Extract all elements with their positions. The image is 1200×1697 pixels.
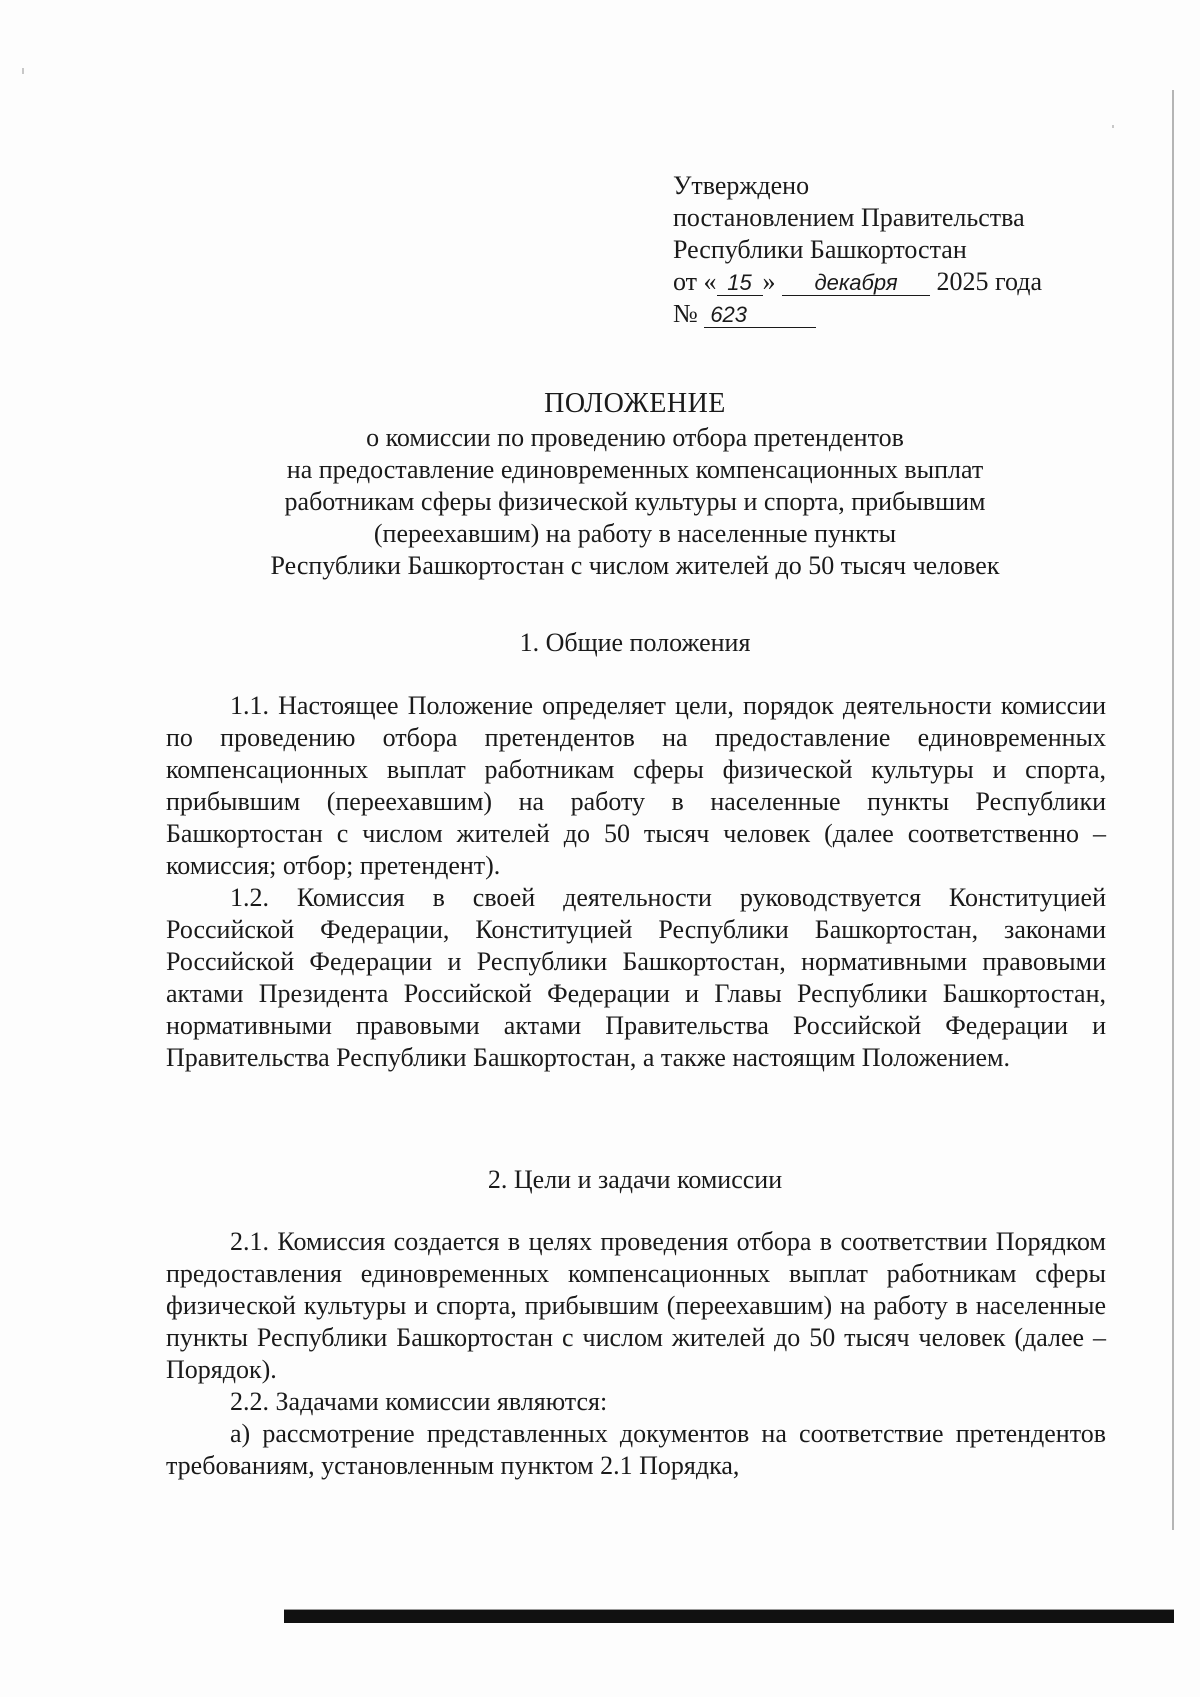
approval-block <box>673 170 1093 330</box>
date-mid: » <box>762 267 776 296</box>
scan-speck <box>22 68 24 74</box>
document-type: ПОЛОЖЕНИЕ <box>544 388 726 419</box>
document-heading <box>160 388 1110 582</box>
approval-number-line <box>673 298 1093 330</box>
section-title: 2. Цели и задачи комиссии <box>487 1165 783 1194</box>
approval-date-line <box>673 266 1093 298</box>
section-title: 1. Общие положения <box>519 628 751 657</box>
heading-line: работникам сферы физической культуры и спорта, прибывшим <box>284 487 986 516</box>
paragraph: а) рассмотрение представленных документов на соответствие претендентов требованиям, установленным пунктом 2.1 Порядка, <box>166 1419 1106 1480</box>
section-body <box>166 690 1106 1074</box>
heading-line: о комиссии по проведению отбора претендентов <box>366 423 904 452</box>
date-month: декабря <box>782 271 930 296</box>
approval-line: Утверждено <box>673 171 810 200</box>
heading-line: (переехавшим) на работу в населенные пункты <box>373 519 897 548</box>
paragraph: 2.2. Задачами комиссии являются: <box>230 1387 608 1416</box>
scan-bottom-bar <box>284 1610 1174 1623</box>
heading-line: Республики Башкортостан с числом жителей до 50 тысяч человек <box>270 551 1000 580</box>
paragraph: 2.1. Комиссия создается в целях проведения отбора в соответствии Порядком предоставления единовременных компенсационных выплат работникам сферы физической культуры и спорта, прибывшим (переехавшим) на работу в населенные пункты Республики Башкортостан с числом жителей до 50 тысяч человек (далее – Порядок). <box>166 1227 1106 1384</box>
approval-line: Республики Башкортостан <box>673 235 967 264</box>
date-year: 2025 года <box>936 267 1043 296</box>
document-number: 623 <box>704 303 816 328</box>
paragraph: 1.2. Комиссия в своей деятельности руководствуется Конституцией Российской Федерации, Конституцией Республики Башкортостан, законами Российской Федерации и Республики Башкортостан, нормативными правовыми актами Президента Российской Федерации и Главы Республики Башкортостан, нормативными правовыми актами Правительства Российской Федерации и Правительства Республики Башкортостан, а также настоящим Положением. <box>166 883 1106 1072</box>
scan-edge-line <box>1172 90 1174 1530</box>
date-day: 15 <box>717 271 763 296</box>
date-prefix: от « <box>673 267 717 296</box>
approval-line: постановлением Правительства <box>673 203 1025 232</box>
heading-line: на предоставление единовременных компенсационных выплат <box>286 455 984 484</box>
number-prefix: № <box>673 299 698 328</box>
paragraph: 1.1. Настоящее Положение определяет цели, порядок деятельности комиссии по проведению отбора претендентов на предоставление единовременных компенсационных выплат работникам сферы физической культуры и спорта, прибывшим (переехавшим) на работу в населенные пункты Республики Башкортостан с числом жителей до 50 тысяч человек (далее соответственно – комиссия; отбор; претендент). <box>166 691 1106 880</box>
section-body <box>166 1226 1106 1482</box>
scan-speck <box>1112 125 1114 128</box>
